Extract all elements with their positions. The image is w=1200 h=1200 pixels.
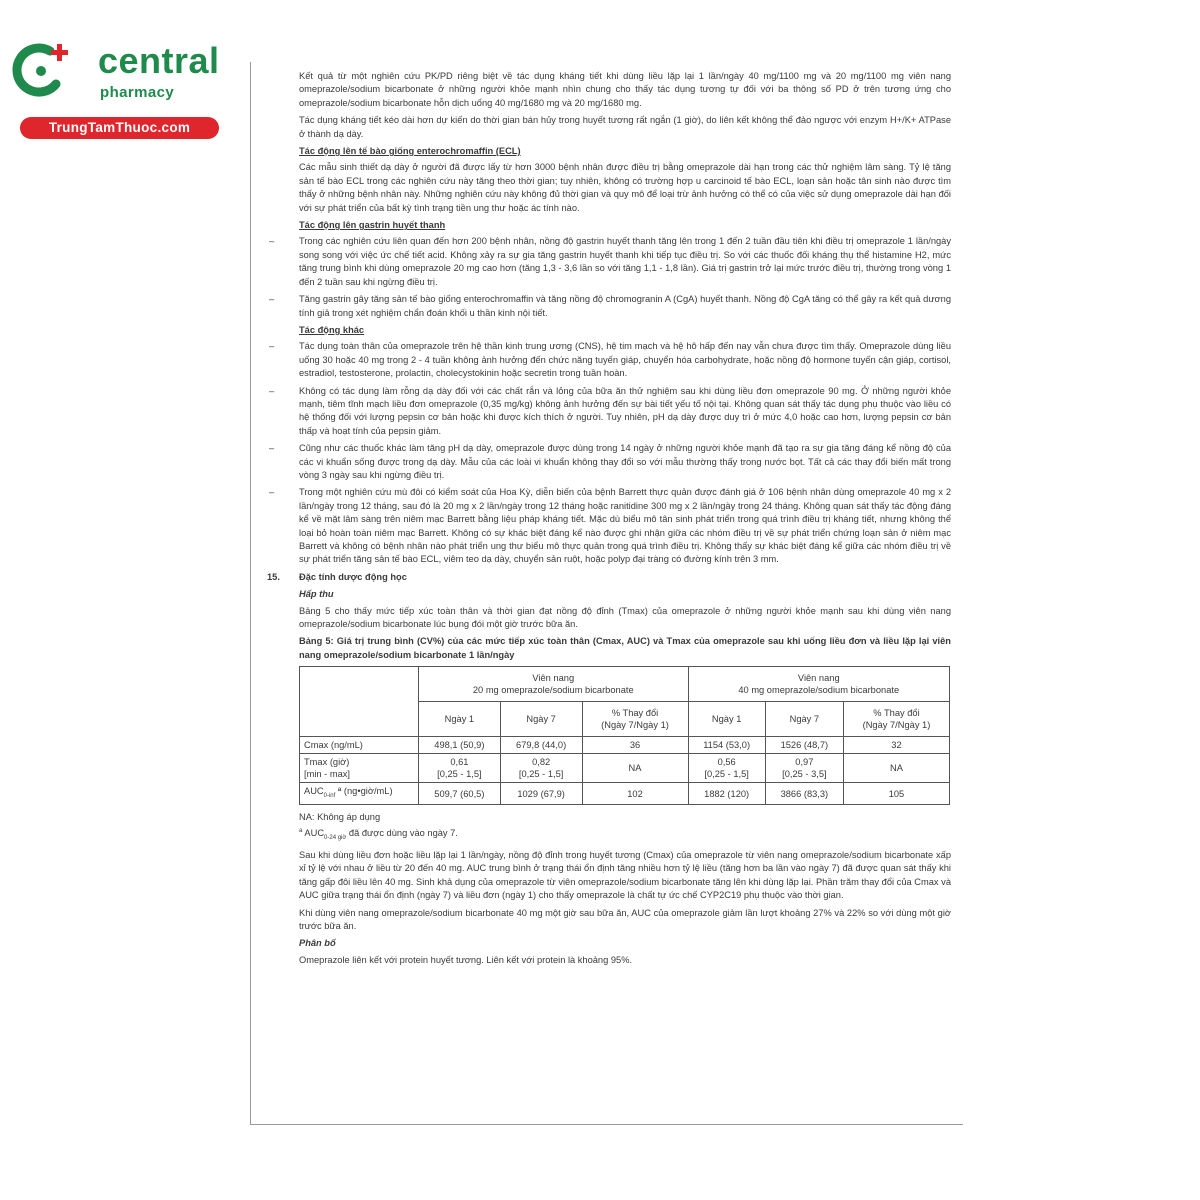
dash-bullet: – <box>269 487 275 498</box>
section-number: 15. <box>267 571 280 582</box>
central-pharmacy-logo-icon <box>10 38 74 102</box>
paragraph-absorption: Bảng 5 cho thấy mức tiếp xúc toàn thân và thời gian đạt nồng độ đỉnh (Tmax) của omeprazole ở những người khỏe mạnh sau khi dùng viên nang omeprazole/sodium bicarbonate lúc bụng đói một giờ trước bữa ăn. <box>299 605 951 630</box>
table-cell: 105 <box>843 783 949 805</box>
table-cell: 1029 (67,9) <box>500 783 582 805</box>
table-row <box>300 783 950 805</box>
list-item-other-3: – Cũng như các thuốc khác làm tăng pH dạ dày, omeprazole được dùng trong 14 ngày ở những người khỏe mạnh đã tạo ra sự gia tăng đáng kể nồng độ của các vi khuẩn sống được trong dạ dày. Mẫu của các loài vi khuẩn không thay đổi so với mẫu thường thấy trong nước bọt. Tất cả các thay đổi biến mất trong vòng 3 ngày sau khi ngừng điều trị. <box>269 443 951 480</box>
table-header-row <box>300 667 950 702</box>
table-cell: 498,1 (50,9) <box>419 737 501 754</box>
table-col-header: % Thay đổi (Ngày 7/Ngày 1) <box>582 702 688 737</box>
table-caption: Bảng 5: Giá trị trung bình (CV%) của các mức tiếp xúc toàn thân (Cmax, AUC) và Tmax của omeprazole sau khi uống liều đơn và liều lặp lại viên nang omeprazole/sodium bicarbonate 1 lần/ngày <box>299 636 951 660</box>
table-row-label: $AUC_{0-inf}$ ª (ng•giờ/mL) <box>300 783 419 805</box>
pk-table <box>299 666 950 805</box>
table-col-header: % Thay đổi (Ngày 7/Ngày 1) <box>843 702 949 737</box>
table-group-header-20mg: Viên nang 20 mg omeprazole/sodium bicarbonate <box>419 667 689 702</box>
subheading-absorption: Hấp thu <box>299 589 334 600</box>
subheading-distribution: Phân bố <box>299 938 336 949</box>
table-row-label: Tmax (giờ) [min - max] <box>300 754 419 783</box>
paragraph-ecl: Các mẫu sinh thiết dạ dày ở người đã được lấy từ hơn 3000 bệnh nhân được điều trị bằng omeprazole dài hạn trong các thử nghiệm lâm sàng. Tỷ lệ tăng sản tế bào ECL trong các nghiên cứu này tăng theo thời gian; tuy nhiên, không có trường hợp u carcinoid tế bào ECL, loạn sản hoặc tân sinh nào được tìm thấy ở những bệnh nhân này. Những nghiên cứu này không đủ thời gian và quy mô để loại trừ ảnh hưởng có thể có của việc sử dụng omeprazole dài hạn đối với sự phát triển của bất kỳ tình trạng tiền ung thư hoặc ác tính nào. <box>299 162 951 213</box>
table-cell: 1154 (53,0) <box>688 737 765 754</box>
paragraph-food-effect: Khi dùng viên nang omeprazole/sodium bicarbonate 40 mg một giờ sau bữa ăn, AUC của omeprazole giảm lần lượt khoảng 27% và 22% so với dùng một giờ trước bữa ăn. <box>299 907 951 931</box>
table-cell: 36 <box>582 737 688 754</box>
note-auc: $^a$ $AUC_{0-24 giờ}$ đã được dùng vào ngày 7. <box>299 827 458 841</box>
table-col-header: Ngày 7 <box>765 702 843 737</box>
table-row <box>300 754 950 783</box>
table-col-header: Ngày 1 <box>688 702 765 737</box>
dash-bullet: – <box>269 443 275 454</box>
table-col-header: Ngày 7 <box>500 702 582 737</box>
dash-bullet: – <box>269 385 275 396</box>
logo <box>10 38 230 138</box>
document-content <box>267 70 951 971</box>
list-item-gastrin-1: – Trong các nghiên cứu liên quan đến hơn 200 bệnh nhân, nồng độ gastrin huyết thanh tăng lên trong 1 đến 2 tuần đầu tiên khi điều trị omeprazole 1 lần/ngày song song với việc ức chế tiết acid. Không xảy ra sự gia tăng gastrin huyết thanh khi tiếp tục điều trị. So với các thuốc đối kháng thụ thể histamine H2, mức tăng trung bình khi dùng omeprazole 20 mg cao hơn (tăng 1,3 - 3,6 lần so với tăng 1,1 - 1,8 lần). Giá trị gastrin trở lại mức trước điều trị, thường trong vòng 1 đến 2 tuần sau khi ngừng điều trị. <box>269 236 951 287</box>
logo-subtitle: pharmacy <box>100 84 175 101</box>
paragraph-dose-proportionality: Sau khi dùng liều đơn hoặc liều lặp lại 1 lần/ngày, nồng độ đỉnh trong huyết tương (Cmax) của omeprazole từ viên nang omeprazole/sodium bicarbonate xấp xỉ tỷ lệ với nhau ở liều từ 20 đến 40 mg. AUC trung bình ở trạng thái ổn định tăng nhiều hơn tỷ lệ liều (tăng hơn ba lần vào ngày 7) đã được quan sát thấy khi tăng gấp đôi liều lên 40 mg. Sinh khả dụng của omeprazole từ viên omeprazole/sodium bicarbonate tăng lên khi dùng lặp lại. Phần trăm thay đổi của Cmax và AUC giữa trạng thái ổn định (ngày 7) và liều đơn (ngày 1) cho thấy omeprazole là chất tự ức chế CYP2C19 phụ thuộc vào thời gian. <box>299 849 951 901</box>
list-item-other-1: – Tác dụng toàn thân của omeprazole trên hệ thần kinh trung ương (CNS), hệ tim mạch và hệ hô hấp đến nay vẫn chưa được tìm thấy. Omeprazole dùng liều uống 30 hoặc 40 mg trong 2 - 4 tuần không ảnh hưởng đến chức năng tuyến giáp, chuyển hóa carbohydrate, hoặc nồng độ hormone tuyến cận giáp, cortisol, estradiol, testosterone, prolactin, cholecystokinin hoặc secretin trong tuần hoàn. <box>269 341 951 379</box>
heading-other-effects: Tác động khác <box>299 324 365 335</box>
table-cell: 1882 (120) <box>688 783 765 805</box>
dash-bullet: – <box>269 341 275 352</box>
table-corner-cell <box>300 667 419 737</box>
list-item-gastrin-2: – Tăng gastrin gây tăng sản tế bào giống enterochromaffin và tăng nồng độ chromogranin A (CgA) huyết thanh. Nồng độ CgA tăng có thể gây ra kết quả dương tính giả trong xét nghiệm chẩn đoán khối u thần kinh nội tiết. <box>269 294 951 318</box>
table-col-header: Ngày 1 <box>419 702 501 737</box>
heading-ecl: Tác động lên tế bào giống enterochromaffin (ECL) <box>299 146 521 157</box>
table-cell: 32 <box>843 737 949 754</box>
list-item-other-4: – Trong một nghiên cứu mù đôi có kiểm soát của Hoa Kỳ, diễn biến của bệnh Barrett thực quản được đánh giá ở 106 bệnh nhân dùng omeprazole 40 mg x 2 lần/ngày trong 12 tháng, sau đó là 20 mg x 2 lần/ngày trong 12 tháng hoặc ranitidine 300 mg x 2 lần/ngày trong 24 tháng. Không quan sát thấy tác động đáng kể về mặt lâm sàng trên niêm mạc Barrett bằng liệu pháp kháng tiết. Mặc dù biểu mô tân sinh phát triển trong quá trình điều trị kháng tiết, nhưng không thể loại bỏ hoàn toàn niêm mạc Barrett. Không có sự khác biệt đáng kể nào được ghi nhận giữa các nhóm điều trị về sự phát triển chứng loạn sản ở niêm mạc Barrett và không có bệnh nhân nào phát triển ung thư biểu mô thực quản trong quá trình điều trị. Không thấy sự khác biệt đáng kể giữa các nhóm điều trị về sự phát triển tăng sản tế bào ECL, viêm teo dạ dày, chuyển sản ruột, hoặc polyp đại tràng có đường kính trên 3 mm. <box>269 487 951 565</box>
table-cell: 509,7 (60,5) <box>419 783 501 805</box>
table-cell: 0,56 [0,25 - 1,5] <box>688 754 765 783</box>
table-cell: NA <box>582 754 688 783</box>
table-cell: 0,61 [0,25 - 1,5] <box>419 754 501 783</box>
table-cell: 679,8 (44,0) <box>500 737 582 754</box>
paragraph-distribution: Omeprazole liên kết với protein huyết tương. Liên kết với protein là khoảng 95%. <box>299 954 633 965</box>
table-row-label: Cmax (ng/mL) <box>300 737 419 754</box>
section-title-pharmacokinetics: 15. Đặc tính dược động học <box>299 571 951 584</box>
dash-bullet: – <box>269 294 275 305</box>
note-na: NA: Không áp dụng <box>299 812 381 823</box>
document-page <box>250 62 963 1125</box>
dash-bullet: – <box>269 236 275 247</box>
paragraph-antisecretory: Tác dụng kháng tiết kéo dài hơn dự kiến do thời gian bán hủy trong huyết tương rất ngắn (1 giờ), do liên kết không thể đảo ngược với enzym H+/K+ ATPase ở thành dạ dày. <box>299 115 951 139</box>
table-cell: NA <box>843 754 949 783</box>
table-cell: 1526 (48,7) <box>765 737 843 754</box>
table-group-header-40mg: Viên nang 40 mg omeprazole/sodium bicarbonate <box>688 667 949 702</box>
table-cell: 0,82 [0,25 - 1,5] <box>500 754 582 783</box>
table-row <box>300 737 950 754</box>
table-cell: 3866 (83,3) <box>765 783 843 805</box>
heading-gastrin: Tác động lên gastrin huyết thanh <box>299 220 446 231</box>
logo-wordmark: central <box>98 40 220 81</box>
table-cell: 102 <box>582 783 688 805</box>
list-item-other-2: – Không có tác dụng làm rỗng dạ dày đối với các chất rắn và lỏng của bữa ăn thử nghiệm sau khi dùng liều đơn omeprazole 90 mg. Ở những người khỏe mạnh, tiêm tĩnh mạch liều đơn omeprazole (0,35 mg/kg) không ảnh hưởng đến sự bài tiết yếu tố nội tại. Không quan sát thấy tác dụng phụ thuộc vào liều có hệ thống đối với lượng pepsin cơ bản hoặc khi được kích thích ở người. Tuy nhiên, pH dạ dày được duy trì ở mức 4,0 hoặc cao hơn, lượng pepsin cơ bản thấp và hoạt tính của pepsin giảm. <box>269 385 951 436</box>
paragraph-pkpd: Kết quả từ một nghiên cứu PK/PD riêng biệt về tác dụng kháng tiết khi dùng liều lặp lại 1 lần/ngày 40 mg/1100 mg và 20 mg/1100 mg viên nang omeprazole/sodium bicarbonate ở những người khỏe mạnh nhìn chung cho thấy tác dụng tương tự đối với ba thông số PD ở trên tương ứng cho omeprazole/sodium bicarbonate hỗn dịch uống 40 mg/1680 mg và 20 mg/1680 mg. <box>299 71 951 108</box>
logo-website-badge: TrungTamThuoc.com <box>20 117 219 139</box>
table-cell: 0,97 [0,25 - 3,5] <box>765 754 843 783</box>
